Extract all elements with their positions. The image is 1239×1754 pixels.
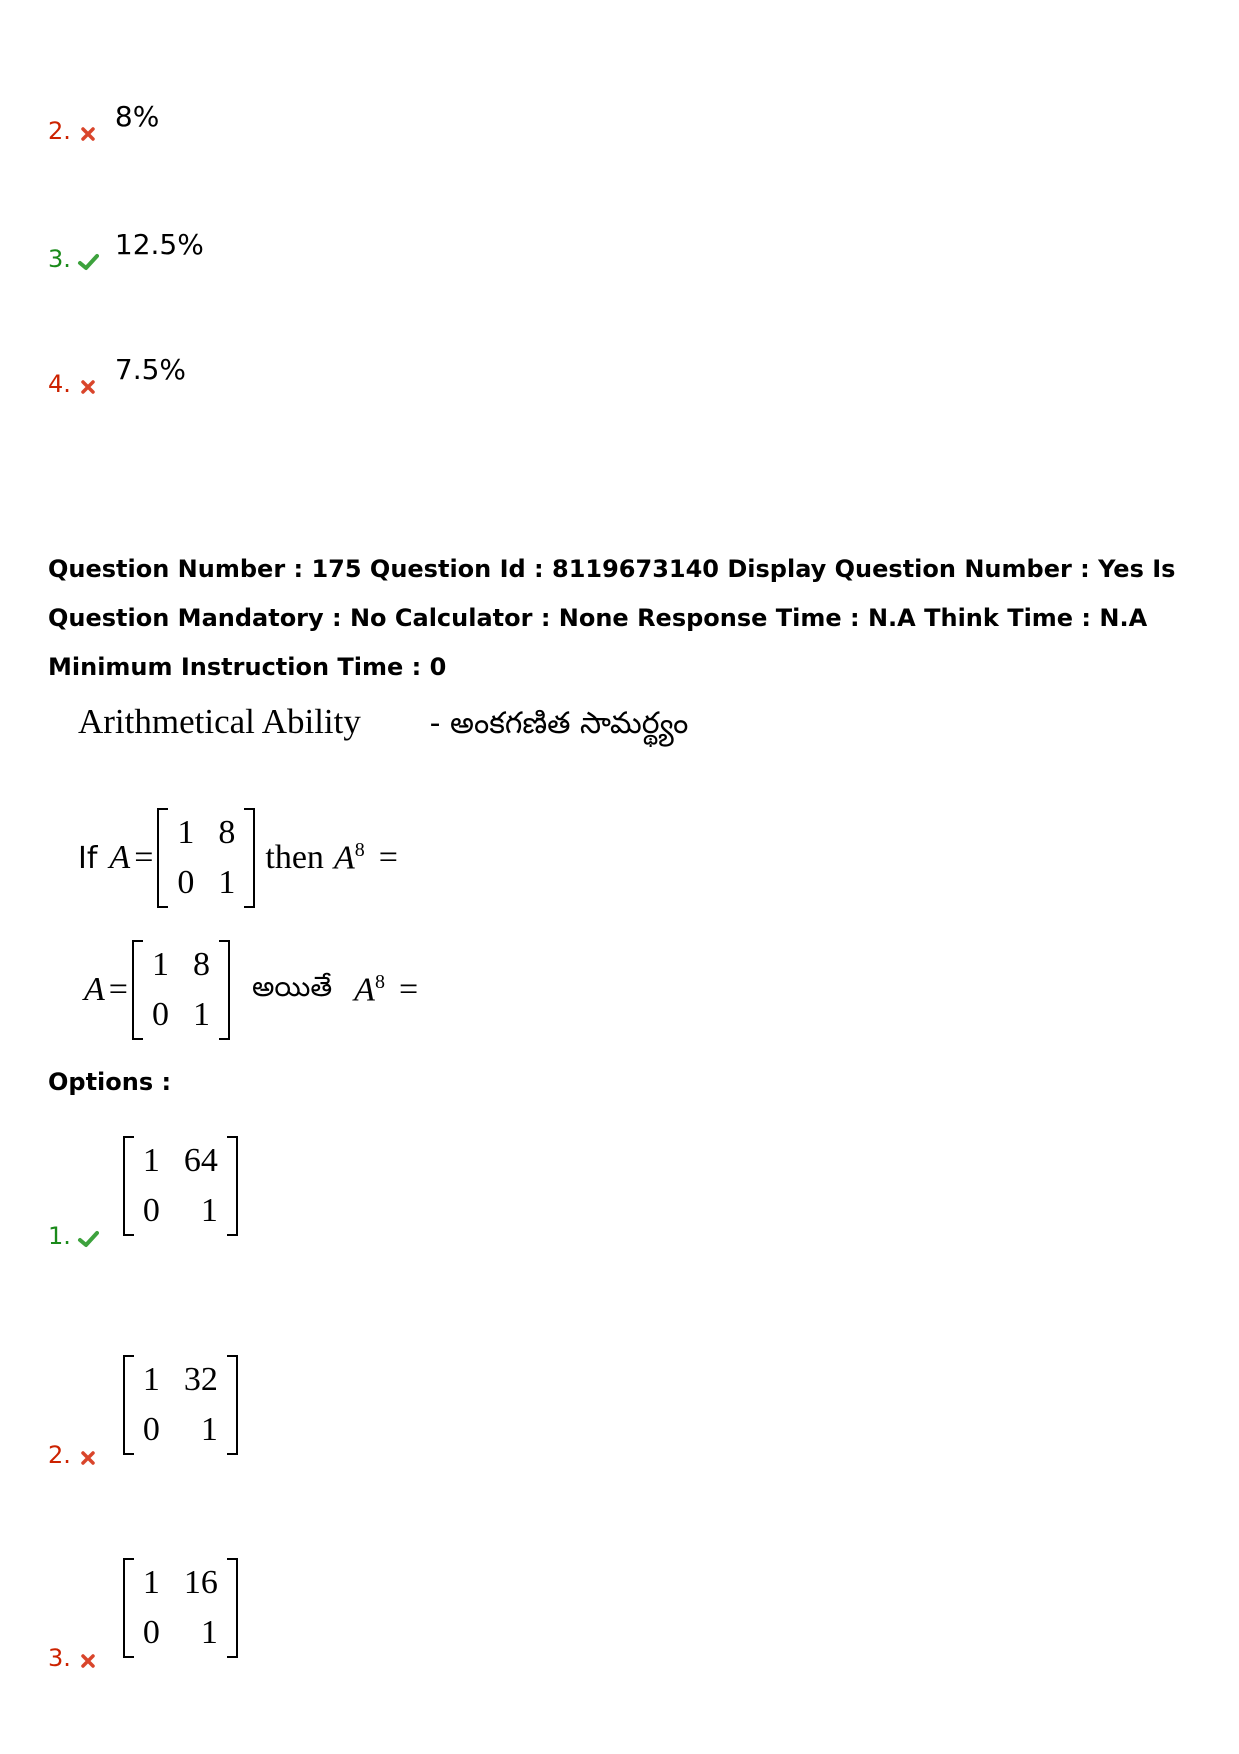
question-english [78, 808, 402, 908]
matrix-cell: 1 [151, 946, 169, 983]
power-expression [334, 839, 365, 877]
checkmark-icon [77, 1228, 99, 1250]
equals-sign: = [398, 971, 419, 1008]
options-label: Options : [48, 1068, 172, 1096]
option-number: 4. [48, 370, 71, 398]
cross-icon [77, 1650, 99, 1672]
matrix-variable: A [84, 971, 105, 1008]
matrix-cell: 32 [183, 1361, 218, 1398]
matrix-cell: 0 [142, 1192, 160, 1229]
matrix-cell: 1 [177, 814, 195, 851]
power-exponent: 8 [374, 970, 385, 993]
matrix-cell: 1 [218, 864, 236, 901]
prev-option-3 [48, 228, 204, 273]
power-base: A [354, 971, 375, 1009]
option-text: 7.5% [114, 353, 187, 386]
subject-telugu: - అంకగణిత సామర్థ్యం [429, 706, 689, 741]
matrix-cell: 1 [200, 1192, 218, 1229]
question-meta: Question Number : 175 Question Id : 8119673140 Display Question Number : Yes Is Question Mandatory : No Calculator : None Response Time : N.A Think Time : N.A Minimum Instruction Time : 0 [48, 555, 1176, 681]
option-3 [48, 1564, 238, 1672]
option-2 [48, 1361, 238, 1469]
option-1 [48, 1142, 238, 1250]
cross-icon [77, 123, 99, 145]
cross-icon [77, 376, 99, 398]
subject-english: Arithmetical Ability [78, 702, 361, 741]
option-matrix [123, 1136, 238, 1236]
option-matrix [123, 1558, 238, 1658]
question-matrix [132, 940, 230, 1040]
matrix-cell: 8 [218, 814, 236, 851]
prev-option-4 [48, 353, 187, 398]
option-number: 2. [48, 1441, 71, 1469]
then-word: then [265, 839, 324, 876]
matrix-cell: 0 [142, 1411, 160, 1448]
question-matrix [157, 808, 255, 908]
matrix-cell: 8 [192, 946, 210, 983]
equals-sign: = [108, 971, 128, 1008]
matrix-cell: 1 [200, 1614, 218, 1651]
question-telugu [84, 940, 422, 1040]
matrix-cell: 1 [200, 1411, 218, 1448]
matrix-cell: 1 [142, 1142, 160, 1179]
matrix-cell: 1 [142, 1564, 160, 1601]
subject-line [78, 702, 688, 748]
matrix-cell: 1 [142, 1361, 160, 1398]
matrix-cell: 0 [142, 1614, 160, 1651]
prev-option-2 [48, 100, 160, 145]
option-text: 12.5% [114, 228, 204, 261]
matrix-variable: A [109, 839, 131, 876]
power-base: A [333, 839, 355, 877]
option-number: 2. [48, 117, 71, 145]
option-number: 3. [48, 1644, 71, 1672]
matrix-cell: 64 [183, 1142, 218, 1179]
telugu-if-word: అయితే [251, 970, 333, 1003]
option-number: 3. [48, 245, 71, 273]
power-exponent: 8 [354, 838, 365, 861]
checkmark-icon [77, 251, 99, 273]
matrix-cell: 0 [151, 996, 169, 1033]
equals-sign: = [378, 839, 398, 876]
if-word: If [78, 840, 98, 876]
cross-icon [77, 1447, 99, 1469]
option-matrix [123, 1355, 238, 1455]
equals-sign: = [134, 839, 154, 876]
option-text: 8% [114, 100, 160, 133]
matrix-cell: 0 [177, 864, 195, 901]
matrix-cell: 16 [183, 1564, 218, 1601]
option-number: 1. [48, 1222, 71, 1250]
matrix-cell: 1 [192, 996, 210, 1033]
power-expression [354, 971, 385, 1009]
